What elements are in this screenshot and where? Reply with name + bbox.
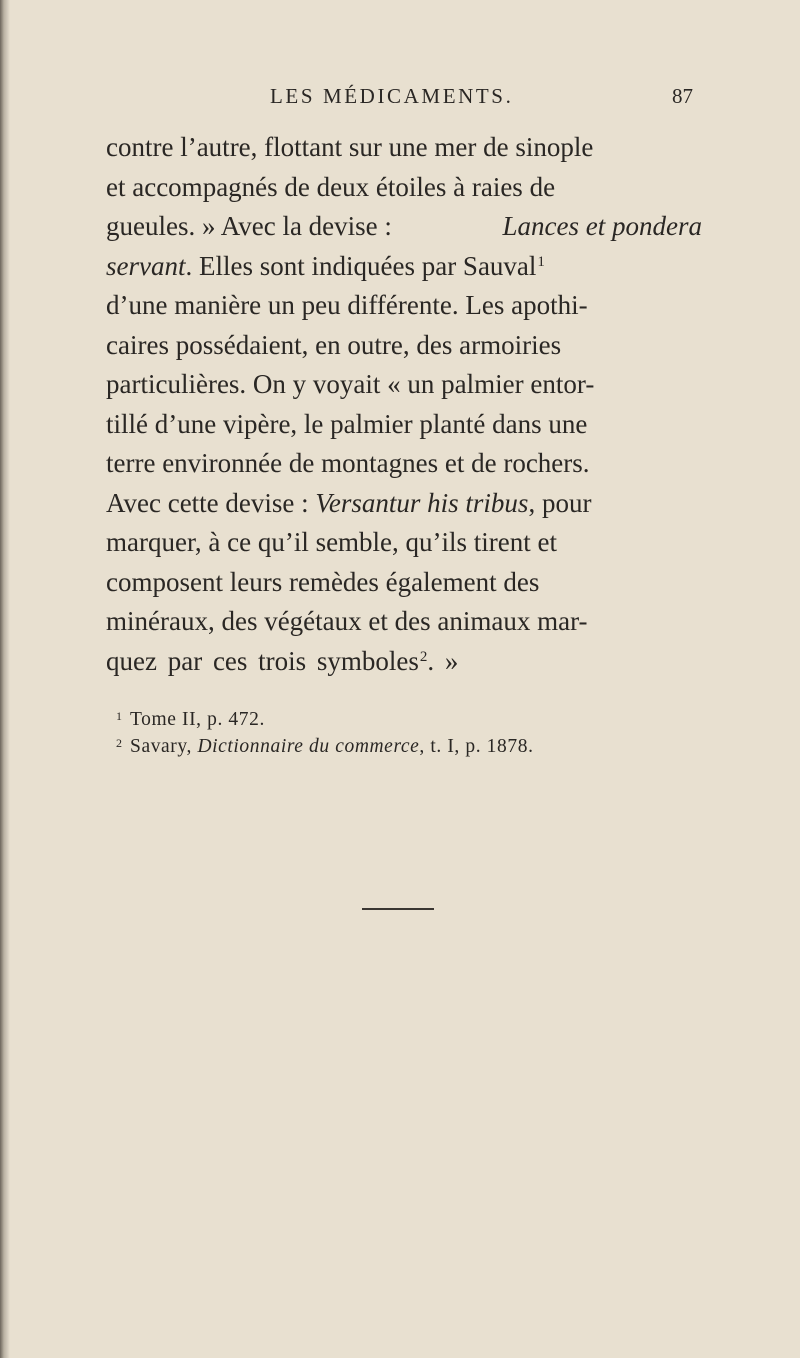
text-line: servant. Elles sont indiquées par Sauval$^1$ [106,250,545,281]
text-line: et accompagnés de deux étoiles à raies de [106,171,556,202]
running-head [0,84,800,112]
text-line: Avec cette devise : Versantur his tribus, pour [106,487,592,518]
text-line: composent leurs remèdes également des [106,566,540,597]
footnote-mark: 2 [116,736,123,750]
text-line: minéraux, des végétaux et des animaux mar- [106,606,588,636]
end-rule [362,908,434,910]
footnote-2: 2 Savary, Dictionnaire du commerce, t. I, p. 1878. [130,733,710,760]
text-line: terre environnée de montagnes et de rochers. [106,448,590,478]
text-line: quez par ces trois symboles$^2$. » [106,645,459,676]
footnotes [116,706,710,760]
motto-italic: Versantur his tribus [315,487,529,518]
motto-italic: servant [106,250,186,281]
text-line: marquer, à ce qu’il semble, qu’ils tirent et [106,527,558,557]
footnote-1: 1 Tome II, p. 472. [130,706,710,733]
body-paragraph [106,128,702,681]
text-line: gueules. » Avec la devise : Lances et pondera [106,207,702,247]
book-title-italic: Dictionnaire du commerce [197,736,420,757]
running-title: LES MÉDICAMENTS. [270,84,514,108]
text-line: tillé d’une vipère, le palmier planté dans une [106,408,588,439]
text-line: d’une manière un peu différente. Les apothi- [106,290,588,320]
footnote-mark: 1 [116,709,123,723]
footnote-ref: 2 [419,648,428,665]
footnote-ref: 1 [537,253,545,270]
text-line: contre l’autre, flottant sur une mer de sinople [106,132,594,162]
text-line: caires possédaient, en outre, des armoiries [106,329,562,360]
page-number: 87 [672,84,693,108]
binding-shadow [0,0,10,1358]
motto-italic: Lances et pondera [502,211,702,241]
text-line: particulières. On y voyait « un palmier entor- [106,369,595,399]
